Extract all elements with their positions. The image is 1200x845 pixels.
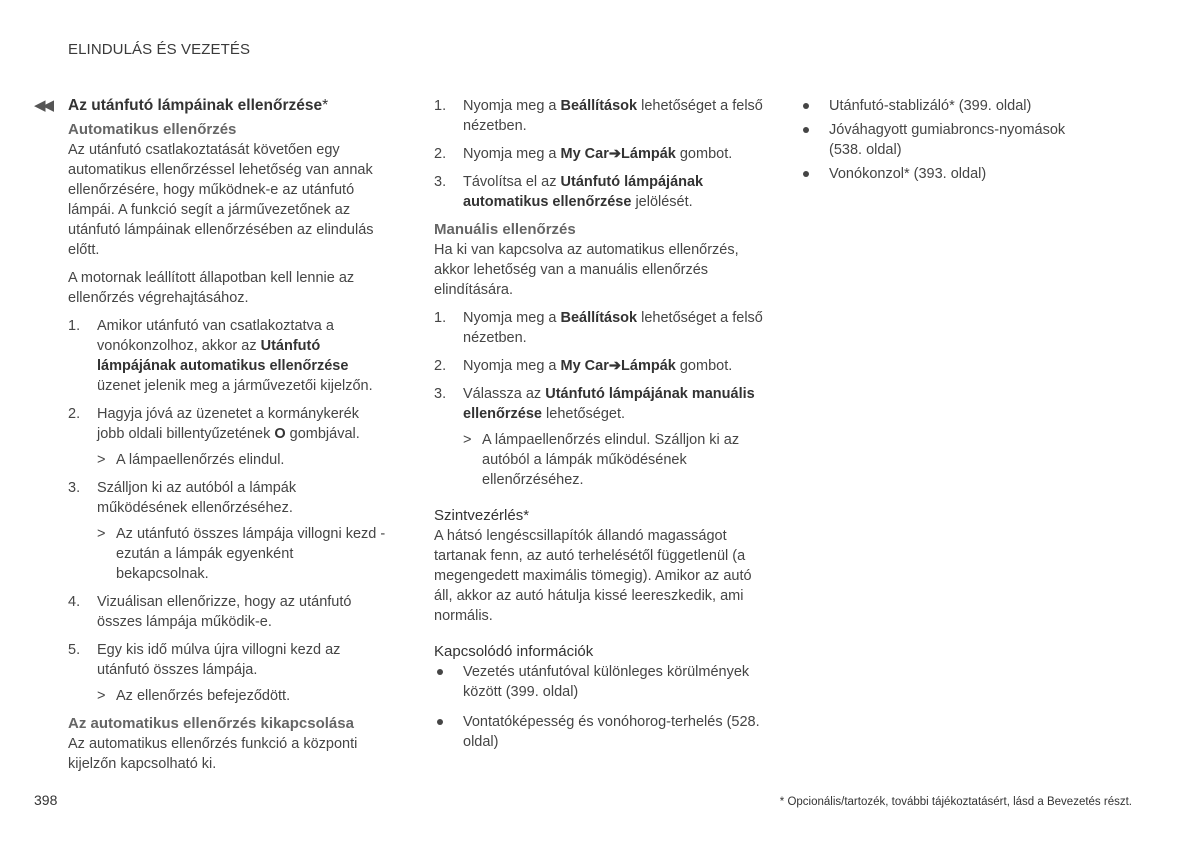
column-2 bbox=[434, 96, 764, 756]
manual-check-paragraph: Ha ki van kapcsolva az automatikus ellenőrzés, akkor lehetőség van a manuális ellenőrzés elindítására. bbox=[434, 242, 739, 298]
related-links-continued bbox=[800, 96, 1100, 184]
related-link[interactable]: Vonókonzol* (393. oldal) bbox=[800, 164, 1100, 184]
step-result: > A lámpaellenőrzés elindul. Szálljon ki az autóból a lámpák működésének ellenőrzéséhez. bbox=[463, 432, 740, 488]
related-link[interactable]: Utánfutó-stablizáló* (399. oldal) bbox=[800, 96, 1100, 116]
step-item: 2. Nyomja meg a My Car➔Lámpák gombot. bbox=[434, 146, 733, 162]
page-number: 398 bbox=[34, 792, 58, 808]
step-item: 3. Szálljon ki az autóból a lámpák működésének ellenőrzéséhez. bbox=[68, 480, 297, 516]
bullet-icon bbox=[437, 719, 443, 725]
related-link[interactable]: Vezetés utánfutóval különleges körülmények között (399. oldal) bbox=[434, 662, 764, 702]
column-3 bbox=[800, 96, 1100, 188]
arrow-right-icon: ➔ bbox=[608, 146, 622, 162]
manual-check-heading: Manuális ellenőrzés bbox=[434, 221, 576, 238]
step-item: 4. Vizuálisan ellenőrizze, hogy az utánfutó összes lámpája működik-e. bbox=[68, 594, 352, 630]
step-result: > Az utánfutó összes lámpája villogni kezd - ezután a lámpák egyenként bekapcsolnak. bbox=[97, 526, 386, 582]
column-1 bbox=[34, 96, 390, 782]
bullet-icon bbox=[803, 171, 809, 177]
related-links bbox=[434, 662, 764, 752]
disable-steps bbox=[434, 96, 764, 212]
step-item: 3. Távolítsa el az Utánfutó lámpájának automatikus ellenőrzése jelölését. bbox=[434, 174, 704, 210]
article-title: Az utánfutó lámpáinak ellenőrzése* bbox=[68, 97, 329, 114]
arrow-right-icon: ➔ bbox=[608, 358, 622, 374]
step-item: 3. Válassza az Utánfutó lámpájának manuális ellenőrzése lehetőséget. bbox=[434, 386, 755, 422]
step-item: 1. Amikor utánfutó van csatlakoztatva a vonókonzolhoz, akkor az Utánfutó lámpájának automatikus ellenőrzése üzenet jelenik meg a járművezetői kijelzőn. bbox=[68, 318, 373, 394]
manual-check-steps bbox=[434, 308, 764, 490]
bullet-icon bbox=[437, 669, 443, 675]
level-control-paragraph: A hátsó lengéscsillapítók állandó magasságot tartanak fenn, az autó terhelésétől függetlenül (a megengedett maximális tömegig). Amikor az autó áll, akkor az autó hátulja kissé leereszkedik, ami normális. bbox=[434, 528, 752, 624]
auto-check-heading: Automatikus ellenőrzés bbox=[68, 121, 237, 138]
bullet-icon bbox=[803, 127, 809, 133]
continued-from-previous-icon: ◀◀ bbox=[34, 97, 52, 114]
step-result: > Az ellenőrzés befejeződött. bbox=[97, 688, 291, 704]
step-item: 5. Egy kis idő múlva újra villogni kezd az utánfutó összes lámpája. bbox=[68, 642, 341, 678]
disable-heading: Az automatikus ellenőrzés kikapcsolása bbox=[68, 715, 354, 732]
step-result: > A lámpaellenőrzés elindul. bbox=[97, 452, 285, 468]
level-control-heading: Szintvezérlés* bbox=[434, 507, 530, 524]
footnote: * Opcionális/tartozék, további tájékoztatásért, lásd a Bevezetés részt. bbox=[779, 796, 1132, 808]
disable-paragraph: Az automatikus ellenőrzés funkció a központi kijelzőn kapcsolható ki. bbox=[68, 736, 358, 772]
engine-off-paragraph: A motornak leállított állapotban kell lennie az ellenőrzés végrehajtásához. bbox=[68, 270, 355, 306]
related-link[interactable]: Vontatóképesség és vonóhorog-terhelés (528. oldal) bbox=[434, 712, 764, 752]
related-info-heading: Kapcsolódó információk bbox=[434, 643, 594, 660]
related-link[interactable]: Jóváhagyott gumiabroncs-nyomások (538. oldal) bbox=[800, 120, 1100, 160]
step-item: 1. Nyomja meg a Beállítások lehetőséget a felső nézetben. bbox=[434, 310, 763, 346]
step-item: 2. Hagyja jóvá az üzenetet a kormánykerék jobb oldali billentyűzetének O gombjával. bbox=[68, 406, 360, 442]
auto-check-steps bbox=[68, 316, 390, 706]
step-item: 2. Nyomja meg a My Car➔Lámpák gombot. bbox=[434, 358, 733, 374]
intro-paragraph: Az utánfutó csatlakoztatását követően egy automatikus ellenőrzéssel lehetőség van annak ellenőrzésére, hogy működnek-e az utánfutó lámpái. A funkció segít a járművezetőnek az utánfutó lámpáinak ellenőrzésében az elindulás előtt. bbox=[68, 142, 374, 258]
step-item: 1. Nyomja meg a Beállítások lehetőséget a felső nézetben. bbox=[434, 98, 763, 134]
bullet-icon bbox=[803, 103, 809, 109]
section-title: ELINDULÁS ÉS VEZETÉS bbox=[68, 41, 251, 58]
